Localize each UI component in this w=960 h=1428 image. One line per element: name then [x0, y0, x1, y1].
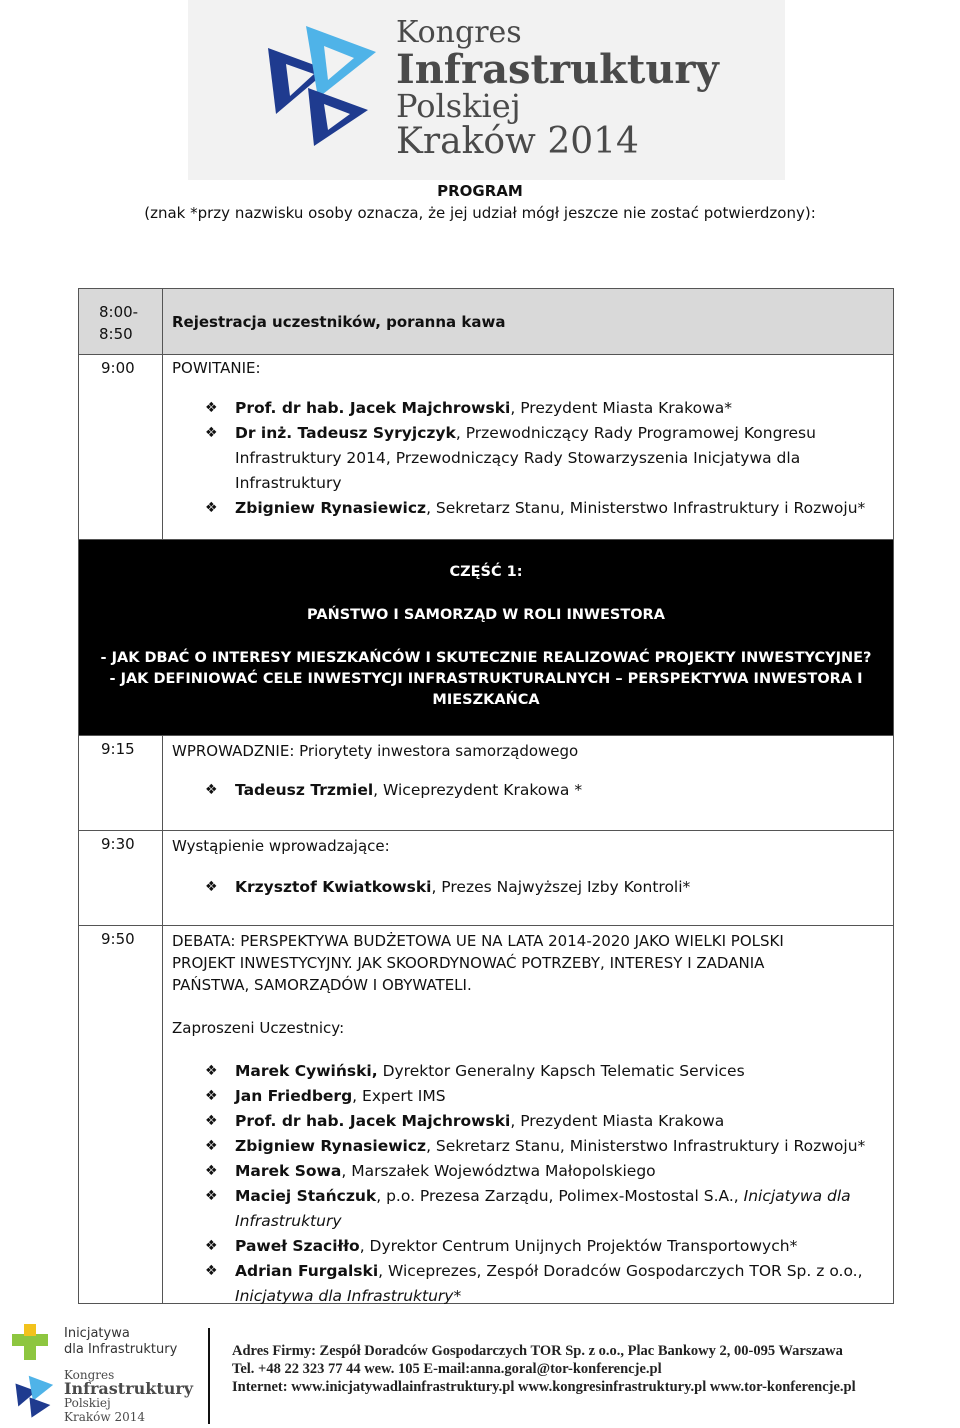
participant-role: , Sekretarz Stanu, Ministerstwo Infrastruktury i Rozwoju*: [426, 1137, 866, 1155]
footer-divider: [208, 1328, 210, 1424]
list-item: [205, 1234, 877, 1259]
content-cell: [163, 736, 893, 830]
participant-name: Maciej Stańczuk: [235, 1187, 377, 1205]
diamond-bullet-icon: ❖: [205, 500, 218, 516]
participant-org: Inicjatywa dla Infrastruktury*: [235, 1287, 462, 1305]
list-item: [205, 1059, 877, 1084]
congress-line-1: Kongres: [64, 1368, 115, 1382]
participant-name: Zbigniew Rynasiewicz: [235, 1137, 427, 1155]
participant-name: Prof. dr hab. Jacek Majchrowski: [235, 1112, 511, 1130]
diamond-bullet-icon: ❖: [205, 400, 218, 416]
speaker-list: [172, 778, 883, 803]
participant-role: , Expert IMS: [352, 1087, 446, 1105]
participant-list: [172, 1059, 877, 1309]
participant-role: Dyrektor Generalny Kapsch Telematic Services: [377, 1062, 745, 1080]
section-question-1: - JAK DBAĆ O INTERESY MIESZKAŃCÓW I SKUTECZNIE REALIZOWAĆ PROJEKTY INWESTYCYJNE?: [100, 650, 872, 666]
participant-name: Paweł Szaciłło: [235, 1237, 360, 1255]
speaker-name: Prof. dr hab. Jacek Majchrowski: [235, 399, 511, 417]
list-item: [205, 496, 883, 521]
speaker-role: , Wiceprezydent Krakowa *: [373, 781, 583, 799]
section-banner: [79, 540, 893, 736]
program-table: [78, 288, 894, 1304]
diamond-bullet-icon: ❖: [205, 1163, 218, 1179]
speaker-name: Zbigniew Rynasiewicz: [235, 499, 427, 517]
speaker-name: Tadeusz Trzmiel: [235, 781, 374, 799]
diamond-bullet-icon: ❖: [205, 1238, 218, 1254]
diamond-bullet-icon: ❖: [205, 1113, 218, 1129]
diamond-bullet-icon: ❖: [205, 1063, 218, 1079]
participant-org: Inicjatywa dla Infrastruktury: [235, 1187, 851, 1230]
congress-line-2: Infrastruktury: [64, 1379, 194, 1398]
congress-line-3: Polskiej: [64, 1396, 111, 1410]
time-value: 9:30: [101, 835, 135, 853]
list-item: [205, 1259, 877, 1309]
diamond-bullet-icon: ❖: [205, 1188, 218, 1204]
participant-role: , Prezydent Miasta Krakowa: [510, 1112, 725, 1130]
table-row: [79, 926, 893, 1304]
program-title: PROGRAM: [437, 182, 523, 200]
registration-text: Rejestracja uczestników, poranna kawa: [172, 313, 506, 331]
participant-role: , Dyrektor Centrum Unijnych Projektów Transportowych*: [359, 1237, 798, 1255]
speaker-name: Krzysztof Kwiatkowski: [235, 878, 432, 896]
time-cell: [79, 289, 163, 354]
time-value: 9:00: [101, 359, 135, 377]
list-item: [205, 421, 883, 496]
initiative-line-1: Inicjatywa: [64, 1326, 130, 1341]
time-cell: [79, 926, 163, 1303]
time-value: 9:15: [101, 740, 135, 758]
row-title: WPROWADZNIE: Priorytety inwestora samorządowego: [172, 742, 579, 760]
time-cell: [79, 736, 163, 830]
content-cell: [163, 289, 893, 354]
congress-line-4: Kraków 2014: [64, 1410, 145, 1424]
congress-logo-text: [64, 1368, 193, 1424]
company-phone: Tel. +48 22 323 77 44 wew. 105 E-mail:anna.goral@tor-konferencje.pl: [232, 1361, 662, 1377]
row-title: POWITANIE:: [172, 359, 261, 377]
participant-role: , p.o. Prezesa Zarządu, Polimex-Mostostal S.A.,: [376, 1187, 744, 1205]
speaker-role: , Prezydent Miasta Krakowa*: [510, 399, 732, 417]
table-row: [79, 355, 893, 540]
initiative-line-2: dla Infrastruktury: [64, 1342, 178, 1357]
content-cell: [163, 831, 893, 925]
list-item: [205, 1109, 877, 1134]
speaker-list: [172, 875, 883, 900]
table-row: [79, 288, 893, 355]
diamond-bullet-icon: ❖: [205, 1263, 218, 1279]
header-logo: [188, 0, 785, 180]
time-value: 8:00-8:50: [99, 303, 139, 343]
company-websites: Internet: www.inicjatywadlainfrastruktury.pl www.kongresinfrastruktury.pl www.tor-konferencje.pl: [232, 1379, 856, 1395]
logo-wordmark: [396, 15, 719, 162]
participant-name: Jan Friedberg: [235, 1087, 353, 1105]
speaker-role: , Prezes Najwyższej Izby Kontroli*: [431, 878, 691, 896]
speaker-role: , Przewodniczący Rady Programowej Kongresu Infrastruktury 2014, Przewodniczący Rady Stowarzyszenia Inicjatywa dla Infrastruktury: [235, 424, 816, 492]
diamond-bullet-icon: ❖: [205, 782, 218, 798]
speaker-role: , Sekretarz Stanu, Ministerstwo Infrastruktury i Rozwoju*: [426, 499, 866, 517]
logo-line-3: Polskiej: [396, 87, 521, 125]
triangles-small-logo-icon: [12, 1372, 58, 1420]
participant-role: , Marszałek Województwa Małopolskiego: [341, 1162, 656, 1180]
squares-logo-icon: [12, 1324, 48, 1360]
list-item: [205, 1184, 877, 1234]
initiative-logo-text: [64, 1326, 177, 1358]
logo-line-4: Kraków 2014: [396, 121, 639, 162]
list-item: [205, 396, 883, 421]
program-subtitle: (znak *przy nazwisku osoby oznacza, że jej udział mógł jeszcze nie zostać potwierdzony):: [144, 204, 816, 222]
participant-name: Marek Cywiński,: [235, 1062, 378, 1080]
debate-title: DEBATA: PERSPEKTYWA BUDŻETOWA UE NA LATA 2014-2020 JAKO WIELKI POLSKI PROJEKT INWESTYCYJNY. JAK SKOORDYNOWAĆ POTRZEBY, INTERESY I ZADANIA PAŃSTWA, SAMORZĄDÓW I OBYWATELI.: [172, 932, 784, 994]
triangles-logo-icon: [258, 18, 390, 150]
table-row: [79, 831, 893, 926]
table-row: [79, 736, 893, 831]
time-cell: [79, 831, 163, 925]
participant-name: Adrian Furgalski: [235, 1262, 379, 1280]
list-item: [205, 875, 883, 900]
row-title: Wystąpienie wprowadzające:: [172, 837, 390, 855]
time-cell: [79, 355, 163, 539]
speaker-list: [172, 396, 883, 521]
section-question-2: - JAK DEFINIOWAĆ CELE INWESTYCJI INFRASTRUKTURALNYCH – PERSPEKTYWA INWESTORA I: [109, 671, 863, 687]
time-value: 9:50: [101, 930, 135, 948]
speaker-name: Dr inż. Tadeusz Syryjczyk: [235, 424, 456, 442]
section-part: CZĘŚĆ 1:: [449, 564, 523, 580]
section-question-2-cont: MIESZKAŃCA: [432, 692, 540, 708]
participant-name: Marek Sowa: [235, 1162, 342, 1180]
footer: [0, 1318, 960, 1428]
contact-block: [232, 1342, 856, 1396]
list-item: [205, 778, 883, 803]
logo-line-1: Kongres: [396, 15, 522, 50]
diamond-bullet-icon: ❖: [205, 879, 218, 895]
list-item: [205, 1159, 877, 1184]
invited-label: Zaproszeni Uczestnicy:: [172, 1019, 345, 1037]
participant-role: , Wiceprezes, Zespół Doradców Gospodarczych TOR Sp. z o.o.,: [378, 1262, 863, 1280]
diamond-bullet-icon: ❖: [205, 425, 218, 441]
list-item: [205, 1134, 877, 1159]
diamond-bullet-icon: ❖: [205, 1088, 218, 1104]
content-cell: [163, 355, 893, 539]
logo-line-2: Infrastruktury: [396, 46, 719, 93]
diamond-bullet-icon: ❖: [205, 1138, 218, 1154]
company-address: Adres Firmy: Zespół Doradców Gospodarczych TOR Sp. z o.o., Plac Bankowy 2, 00-095 Warszawa: [232, 1343, 843, 1359]
content-cell: [163, 926, 893, 1303]
list-item: [205, 1084, 877, 1109]
section-title: PAŃSTWO I SAMORZĄD W ROLI INWESTORA: [307, 607, 665, 623]
